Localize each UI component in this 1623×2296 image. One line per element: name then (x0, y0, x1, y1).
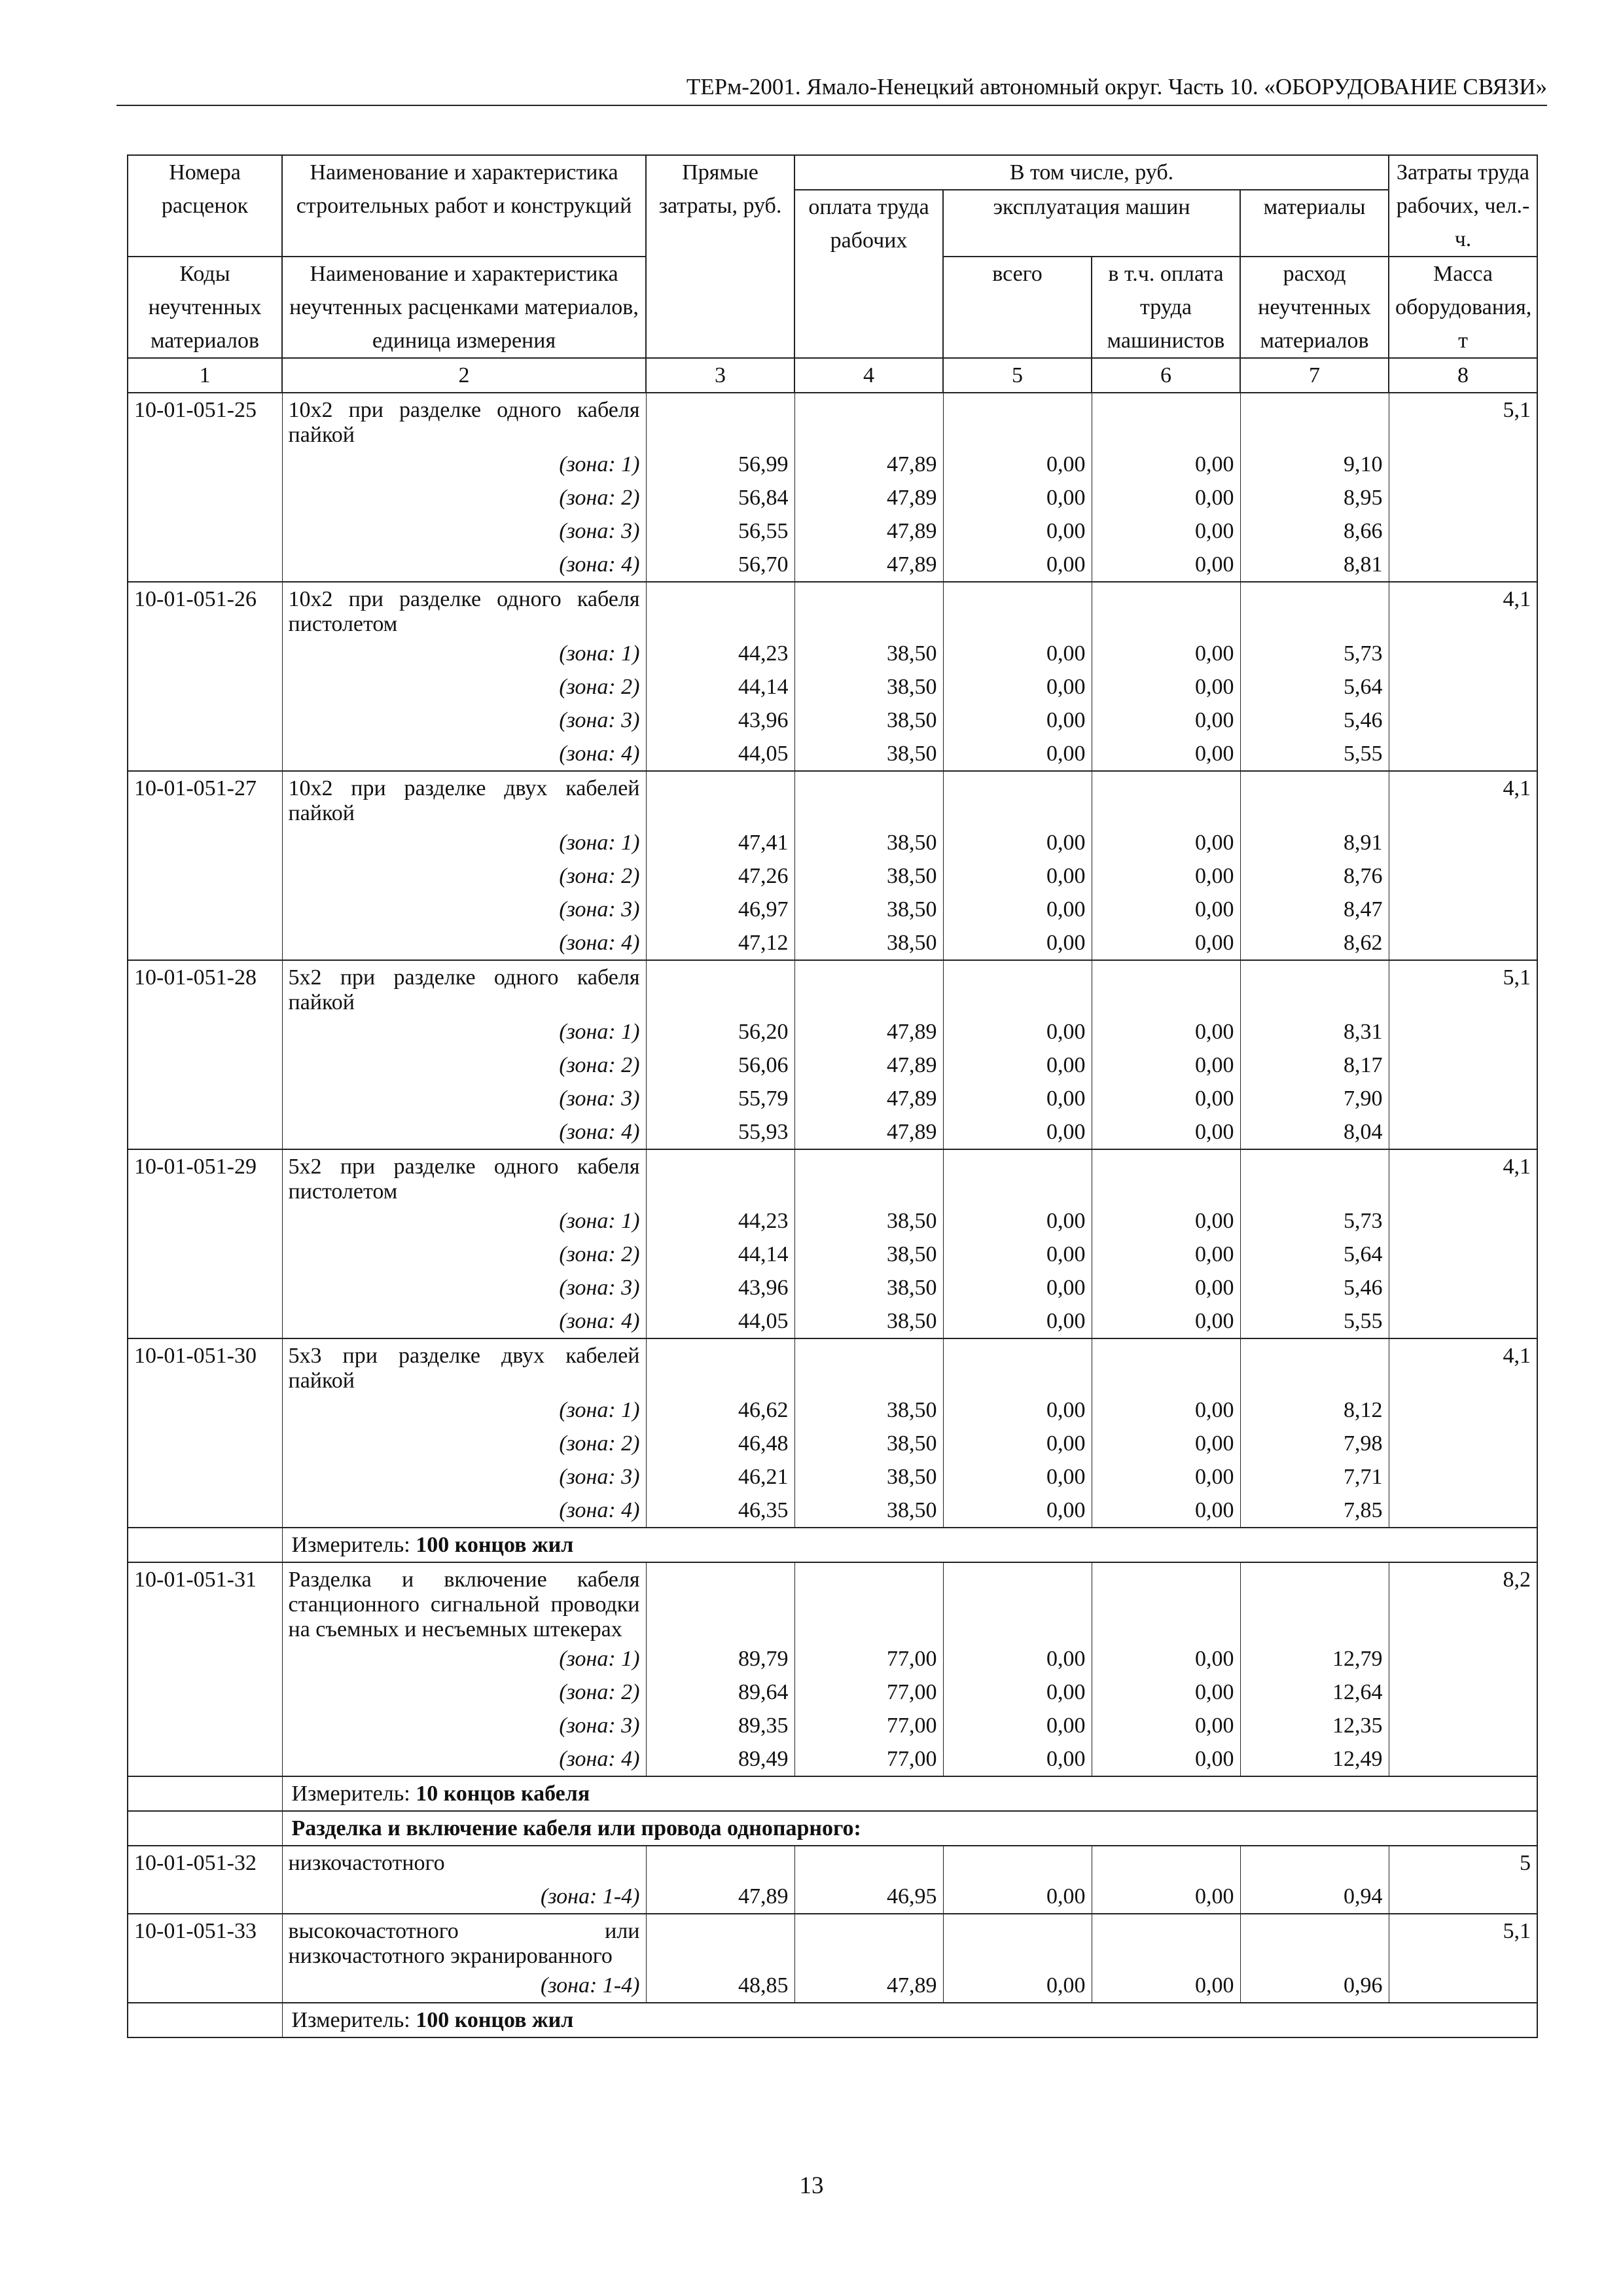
machinist-wages: 0,00 (1092, 737, 1240, 771)
worker-wages: 47,89 (794, 448, 943, 481)
rate-title: 10х2 при разделке одного кабеля пайкой (282, 393, 646, 448)
rate-title: низкочастотного (282, 1846, 646, 1880)
worker-wages: 38,50 (794, 737, 943, 771)
worker-wages: 46,95 (794, 1880, 943, 1914)
machines-total: 0,00 (943, 1238, 1092, 1271)
worker-wages: 47,89 (794, 1969, 943, 2003)
machinist-wages: 0,00 (1092, 926, 1240, 960)
machinist-wages: 0,00 (1092, 1494, 1240, 1528)
zone-row (128, 1969, 1537, 2003)
section-heading: Разделка и включение кабеля или провода однопарного: (291, 1816, 861, 1840)
materials-cost: 5,64 (1240, 670, 1389, 704)
header-machinist-wages: в т.ч. оплата труда машинистов (1092, 257, 1240, 358)
materials-cost: 8,76 (1240, 859, 1389, 893)
rate-title-row (128, 582, 1537, 637)
zone-row (128, 1082, 1537, 1115)
machines-total: 0,00 (943, 1049, 1092, 1082)
materials-cost: 8,62 (1240, 926, 1389, 960)
worker-wages: 38,50 (794, 637, 943, 670)
machinist-wages: 0,00 (1092, 1271, 1240, 1304)
rate-title-row (128, 1914, 1537, 1969)
rate-title-row (128, 1149, 1537, 1204)
worker-wages: 47,89 (794, 548, 943, 582)
zone-row (128, 1204, 1537, 1238)
zone-label: (зона: 2) (282, 1427, 646, 1460)
rate-title-row (128, 1562, 1537, 1642)
labor-cost: 4,1 (1389, 771, 1537, 826)
direct-cost: 46,35 (646, 1494, 794, 1528)
machines-total: 0,00 (943, 1494, 1092, 1528)
labor-cost: 5,1 (1389, 393, 1537, 448)
zone-row (128, 481, 1537, 514)
worker-wages: 77,00 (794, 1742, 943, 1776)
rate-title: высокочастотного или низкочастотного экранированного (282, 1914, 646, 1969)
labor-cost: 5 (1389, 1846, 1537, 1880)
direct-cost: 89,79 (646, 1642, 794, 1676)
column-number: 5 (943, 358, 1092, 393)
direct-cost: 44,23 (646, 637, 794, 670)
direct-cost: 44,23 (646, 1204, 794, 1238)
direct-cost: 89,35 (646, 1709, 794, 1742)
direct-cost: 46,48 (646, 1427, 794, 1460)
zone-row (128, 1709, 1537, 1742)
machines-total: 0,00 (943, 737, 1092, 771)
header-equipment-mass: Масса оборудования, т (1389, 257, 1537, 358)
rate-title: 5х2 при разделке одного кабеля пистолетом (282, 1149, 646, 1204)
header-direct-costs: Прямые затраты, руб. (646, 155, 794, 358)
machinist-wages: 0,00 (1092, 1676, 1240, 1709)
zone-label: (зона: 3) (282, 704, 646, 737)
zone-row (128, 1642, 1537, 1676)
rate-code: 10-01-051-25 (128, 393, 282, 448)
machines-total: 0,00 (943, 1015, 1092, 1049)
zone-row (128, 1049, 1537, 1082)
header-rule (116, 105, 1547, 106)
machines-total: 0,00 (943, 1082, 1092, 1115)
machines-total: 0,00 (943, 1969, 1092, 2003)
zone-label: (зона: 1) (282, 448, 646, 481)
meter-unit: 100 концов жил (416, 2008, 574, 2032)
zone-row (128, 1880, 1537, 1914)
rate-code: 10-01-051-31 (128, 1562, 282, 1642)
materials-cost: 8,95 (1240, 481, 1389, 514)
machinist-wages: 0,00 (1092, 514, 1240, 548)
zone-label: (зона: 4) (282, 1742, 646, 1776)
zone-row (128, 1460, 1537, 1494)
rate-code: 10-01-051-33 (128, 1914, 282, 1969)
machinist-wages: 0,00 (1092, 1427, 1240, 1460)
materials-cost: 8,04 (1240, 1115, 1389, 1149)
machinist-wages: 0,00 (1092, 1204, 1240, 1238)
zone-row (128, 704, 1537, 737)
direct-cost: 44,14 (646, 670, 794, 704)
worker-wages: 38,50 (794, 859, 943, 893)
zone-label: (зона: 1-4) (282, 1969, 646, 2003)
rate-title: Разделка и включение кабеля станционного сигнальной проводки на съемных и несъемных штекерах (282, 1562, 646, 1642)
machinist-wages: 0,00 (1092, 704, 1240, 737)
direct-cost: 46,62 (646, 1393, 794, 1427)
zone-label: (зона: 3) (282, 514, 646, 548)
column-number: 8 (1389, 358, 1537, 393)
materials-cost: 5,73 (1240, 637, 1389, 670)
direct-cost: 44,14 (646, 1238, 794, 1271)
materials-cost: 5,55 (1240, 737, 1389, 771)
header-machines-total: всего (943, 257, 1092, 358)
machines-total: 0,00 (943, 1709, 1092, 1742)
header-code: Номера расценок (128, 155, 282, 257)
machinist-wages: 0,00 (1092, 893, 1240, 926)
meter-row (128, 1776, 1537, 1811)
machinist-wages: 0,00 (1092, 481, 1240, 514)
materials-cost: 7,98 (1240, 1427, 1389, 1460)
machines-total: 0,00 (943, 481, 1092, 514)
rate-code: 10-01-051-30 (128, 1338, 282, 1393)
machines-total: 0,00 (943, 1115, 1092, 1149)
machines-total: 0,00 (943, 1204, 1092, 1238)
worker-wages: 77,00 (794, 1642, 943, 1676)
zone-label: (зона: 3) (282, 893, 646, 926)
zone-label: (зона: 2) (282, 1238, 646, 1271)
direct-cost: 55,93 (646, 1115, 794, 1149)
machines-total: 0,00 (943, 704, 1092, 737)
materials-cost: 8,91 (1240, 826, 1389, 859)
direct-cost: 56,06 (646, 1049, 794, 1082)
zone-label: (зона: 1) (282, 1642, 646, 1676)
materials-cost: 5,55 (1240, 1304, 1389, 1338)
machines-total: 0,00 (943, 1393, 1092, 1427)
page-number: 13 (799, 2172, 824, 2199)
zone-label: (зона: 4) (282, 926, 646, 960)
materials-cost: 12,79 (1240, 1642, 1389, 1676)
direct-cost: 46,97 (646, 893, 794, 926)
zone-row (128, 637, 1537, 670)
machines-total: 0,00 (943, 1676, 1092, 1709)
zone-label: (зона: 2) (282, 1049, 646, 1082)
materials-cost: 5,64 (1240, 1238, 1389, 1271)
labor-cost: 8,2 (1389, 1562, 1537, 1642)
materials-cost: 8,81 (1240, 548, 1389, 582)
meter-label: Измеритель: (291, 2008, 410, 2032)
column-numbers-row (128, 358, 1537, 393)
machines-total: 0,00 (943, 514, 1092, 548)
column-number: 3 (646, 358, 794, 393)
worker-wages: 47,89 (794, 1049, 943, 1082)
zone-label: (зона: 1) (282, 1015, 646, 1049)
rate-code: 10-01-051-32 (128, 1846, 282, 1880)
direct-cost: 46,21 (646, 1460, 794, 1494)
worker-wages: 38,50 (794, 1427, 943, 1460)
worker-wages: 38,50 (794, 1393, 943, 1427)
machinist-wages: 0,00 (1092, 448, 1240, 481)
worker-wages: 38,50 (794, 1460, 943, 1494)
column-number: 1 (128, 358, 282, 393)
machines-total: 0,00 (943, 1642, 1092, 1676)
worker-wages: 38,50 (794, 926, 943, 960)
zone-label: (зона: 2) (282, 670, 646, 704)
zone-row (128, 1494, 1537, 1528)
machines-total: 0,00 (943, 1742, 1092, 1776)
direct-cost: 56,20 (646, 1015, 794, 1049)
machines-total: 0,00 (943, 859, 1092, 893)
zone-row (128, 1393, 1537, 1427)
materials-cost: 12,64 (1240, 1676, 1389, 1709)
meter-row (128, 1528, 1537, 1562)
zone-label: (зона: 1-4) (282, 1880, 646, 1914)
worker-wages: 77,00 (794, 1709, 943, 1742)
meter-label: Измеритель: (291, 1533, 410, 1557)
machinist-wages: 0,00 (1092, 1642, 1240, 1676)
direct-cost: 89,64 (646, 1676, 794, 1709)
rate-title-row (128, 960, 1537, 1015)
materials-cost: 12,35 (1240, 1709, 1389, 1742)
zone-label: (зона: 3) (282, 1082, 646, 1115)
machines-total: 0,00 (943, 670, 1092, 704)
materials-cost: 0,96 (1240, 1969, 1389, 2003)
direct-cost: 56,55 (646, 514, 794, 548)
zone-row (128, 1238, 1537, 1271)
materials-cost: 5,46 (1240, 704, 1389, 737)
worker-wages: 47,89 (794, 481, 943, 514)
zone-label: (зона: 3) (282, 1460, 646, 1494)
direct-cost: 43,96 (646, 1271, 794, 1304)
machinist-wages: 0,00 (1092, 1238, 1240, 1271)
zone-label: (зона: 2) (282, 481, 646, 514)
machinist-wages: 0,00 (1092, 1082, 1240, 1115)
zone-label: (зона: 4) (282, 737, 646, 771)
column-number: 6 (1092, 358, 1240, 393)
worker-wages: 38,50 (794, 1494, 943, 1528)
machinist-wages: 0,00 (1092, 1880, 1240, 1914)
machinist-wages: 0,00 (1092, 826, 1240, 859)
labor-cost: 4,1 (1389, 1149, 1537, 1204)
column-number: 4 (794, 358, 943, 393)
worker-wages: 38,50 (794, 1271, 943, 1304)
machinist-wages: 0,00 (1092, 1969, 1240, 2003)
direct-cost: 55,79 (646, 1082, 794, 1115)
zone-label: (зона: 4) (282, 1494, 646, 1528)
materials-cost: 7,85 (1240, 1494, 1389, 1528)
materials-cost: 8,31 (1240, 1015, 1389, 1049)
rate-title: 5х2 при разделке одного кабеля пайкой (282, 960, 646, 1015)
materials-cost: 5,73 (1240, 1204, 1389, 1238)
materials-cost: 8,47 (1240, 893, 1389, 926)
worker-wages: 77,00 (794, 1676, 943, 1709)
direct-cost: 56,84 (646, 481, 794, 514)
zone-row (128, 926, 1537, 960)
direct-cost: 47,41 (646, 826, 794, 859)
header-labor: Затраты труда рабочих, чел.-ч. (1389, 155, 1537, 257)
machines-total: 0,00 (943, 548, 1092, 582)
meter-unit: 10 концов кабеля (416, 1782, 590, 1806)
header-row-1 (128, 155, 1537, 190)
header-material-codes: Коды неучтенных материалов (128, 257, 282, 358)
header-materials: материалы (1240, 190, 1389, 257)
worker-wages: 47,89 (794, 1015, 943, 1049)
header-material-usage: расход неучтенных материалов (1240, 257, 1389, 358)
rate-title-row (128, 771, 1537, 826)
machines-total: 0,00 (943, 1460, 1092, 1494)
worker-wages: 47,89 (794, 514, 943, 548)
zone-row (128, 893, 1537, 926)
labor-cost: 4,1 (1389, 1338, 1537, 1393)
header-material-names: Наименование и характеристика неучтенных расценками материалов, единица измерения (282, 257, 646, 358)
direct-cost: 43,96 (646, 704, 794, 737)
direct-cost: 47,12 (646, 926, 794, 960)
rate-title-row (128, 393, 1537, 448)
direct-cost: 56,70 (646, 548, 794, 582)
zone-row (128, 737, 1537, 771)
zone-label: (зона: 2) (282, 1676, 646, 1709)
zone-row (128, 1115, 1537, 1149)
machinist-wages: 0,00 (1092, 1049, 1240, 1082)
zone-row (128, 1742, 1537, 1776)
materials-cost: 7,71 (1240, 1460, 1389, 1494)
zone-label: (зона: 4) (282, 548, 646, 582)
rate-title: 5х3 при разделке двух кабелей пайкой (282, 1338, 646, 1393)
rate-code: 10-01-051-26 (128, 582, 282, 637)
zone-row (128, 1676, 1537, 1709)
column-number: 2 (282, 358, 646, 393)
worker-wages: 38,50 (794, 1238, 943, 1271)
machinist-wages: 0,00 (1092, 1115, 1240, 1149)
worker-wages: 38,50 (794, 893, 943, 926)
machines-total: 0,00 (943, 637, 1092, 670)
machines-total: 0,00 (943, 1427, 1092, 1460)
materials-cost: 12,49 (1240, 1742, 1389, 1776)
zone-row (128, 514, 1537, 548)
labor-cost: 5,1 (1389, 1914, 1537, 1969)
meter-unit: 100 концов жил (416, 1533, 574, 1557)
worker-wages: 38,50 (794, 826, 943, 859)
machinist-wages: 0,00 (1092, 1460, 1240, 1494)
machinist-wages: 0,00 (1092, 670, 1240, 704)
machinist-wages: 0,00 (1092, 548, 1240, 582)
column-number: 7 (1240, 358, 1389, 393)
zone-label: (зона: 1) (282, 826, 646, 859)
worker-wages: 38,50 (794, 704, 943, 737)
machines-total: 0,00 (943, 448, 1092, 481)
zone-row (128, 448, 1537, 481)
zone-label: (зона: 4) (282, 1115, 646, 1149)
materials-cost: 8,66 (1240, 514, 1389, 548)
rates-table (127, 154, 1538, 2038)
rate-code: 10-01-051-27 (128, 771, 282, 826)
rate-title-row (128, 1846, 1537, 1880)
zone-row (128, 1427, 1537, 1460)
header-name: Наименование и характеристика строительных работ и конструкций (282, 155, 646, 257)
meter-label: Измеритель: (291, 1782, 410, 1806)
machines-total: 0,00 (943, 826, 1092, 859)
machines-total: 0,00 (943, 1271, 1092, 1304)
direct-cost: 56,99 (646, 448, 794, 481)
direct-cost: 89,49 (646, 1742, 794, 1776)
rate-code: 10-01-051-29 (128, 1149, 282, 1204)
zone-row (128, 670, 1537, 704)
machinist-wages: 0,00 (1092, 859, 1240, 893)
header-group: В том числе, руб. (794, 155, 1389, 190)
worker-wages: 38,50 (794, 670, 943, 704)
header-machines: эксплуатация машин (943, 190, 1240, 257)
meter-row (128, 2003, 1537, 2037)
header-wages: оплата труда рабочих (794, 190, 943, 358)
section-heading-row (128, 1811, 1537, 1846)
machinist-wages: 0,00 (1092, 1742, 1240, 1776)
zone-row (128, 548, 1537, 582)
machines-total: 0,00 (943, 1880, 1092, 1914)
zone-label: (зона: 3) (282, 1709, 646, 1742)
materials-cost: 7,90 (1240, 1082, 1389, 1115)
worker-wages: 47,89 (794, 1082, 943, 1115)
direct-cost: 47,26 (646, 859, 794, 893)
zone-row (128, 826, 1537, 859)
labor-cost: 4,1 (1389, 582, 1537, 637)
rate-title: 10х2 при разделке одного кабеля пистолетом (282, 582, 646, 637)
direct-cost: 47,89 (646, 1880, 794, 1914)
zone-label: (зона: 4) (282, 1304, 646, 1338)
worker-wages: 38,50 (794, 1204, 943, 1238)
zone-label: (зона: 1) (282, 637, 646, 670)
rate-title-row (128, 1338, 1537, 1393)
zone-row (128, 1271, 1537, 1304)
machinist-wages: 0,00 (1092, 1709, 1240, 1742)
running-header: ТЕРм-2001. Ямало-Ненецкий автономный округ. Часть 10. «ОБОРУДОВАНИЕ СВЯЗИ» (686, 74, 1547, 99)
machines-total: 0,00 (943, 893, 1092, 926)
worker-wages: 38,50 (794, 1304, 943, 1338)
direct-cost: 44,05 (646, 737, 794, 771)
materials-cost: 5,46 (1240, 1271, 1389, 1304)
rate-title: 10х2 при разделке двух кабелей пайкой (282, 771, 646, 826)
machinist-wages: 0,00 (1092, 1015, 1240, 1049)
zone-label: (зона: 2) (282, 859, 646, 893)
labor-cost: 5,1 (1389, 960, 1537, 1015)
materials-cost: 8,17 (1240, 1049, 1389, 1082)
rate-code: 10-01-051-28 (128, 960, 282, 1015)
zone-label: (зона: 3) (282, 1271, 646, 1304)
direct-cost: 48,85 (646, 1969, 794, 2003)
zone-row (128, 1304, 1537, 1338)
machinist-wages: 0,00 (1092, 1304, 1240, 1338)
machines-total: 0,00 (943, 926, 1092, 960)
materials-cost: 9,10 (1240, 448, 1389, 481)
zone-row (128, 1015, 1537, 1049)
zone-row (128, 859, 1537, 893)
zone-label: (зона: 1) (282, 1393, 646, 1427)
direct-cost: 44,05 (646, 1304, 794, 1338)
machines-total: 0,00 (943, 1304, 1092, 1338)
materials-cost: 8,12 (1240, 1393, 1389, 1427)
worker-wages: 47,89 (794, 1115, 943, 1149)
materials-cost: 0,94 (1240, 1880, 1389, 1914)
machinist-wages: 0,00 (1092, 637, 1240, 670)
machinist-wages: 0,00 (1092, 1393, 1240, 1427)
zone-label: (зона: 1) (282, 1204, 646, 1238)
